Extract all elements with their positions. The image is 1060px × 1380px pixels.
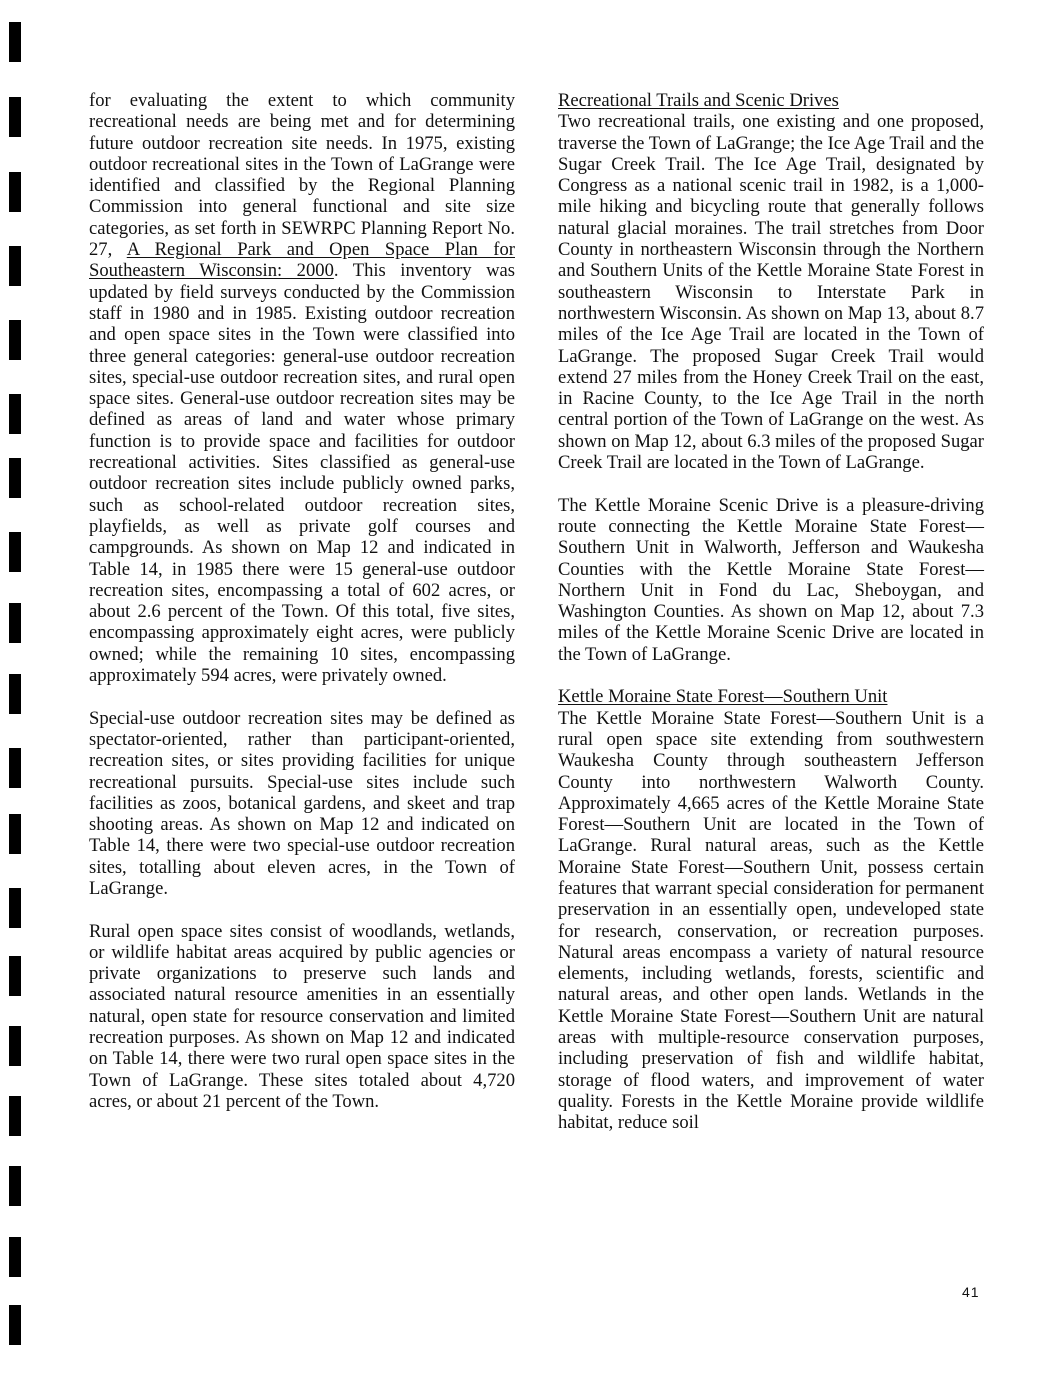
page-number: 41: [962, 1284, 980, 1300]
binding-hole: [9, 172, 21, 212]
paragraph-community-recreation: [89, 90, 515, 686]
binding-hole: [9, 814, 21, 854]
right-column: [558, 90, 984, 1155]
paragraph-text: . This inventory was updated by field surveys conducted by the Commission staff in 1980 and in 1985. Existing outdoor recreation and open space sites in the Town were classified into three general categories: general-use outdoor recreation sites, special-use outdoor recreation sites, and rural open space sites. General-use outdoor recreation sites may be defined as areas of land and water whose primary function is to provide space and facilities for outdoor recreational activities. Sites classified as general-use outdoor recreation sites include publicly owned parks, such as school-related outdoor recreation sites, playfields, as well as private golf courses and campgrounds. As shown on Map 12 and indicated in Table 14, in 1985 there were 15 general-use outdoor recreation sites, encompassing a total of 602 acres, or about 2.6 percent of the Town. Of this total, five sites, encompassing approximately eight acres, were publicly owned; while the remaining 10 sites, encompassing approximately 594 acres, were privately owned.: [89, 260, 515, 687]
binding-hole: [9, 603, 21, 643]
paragraph-rural-open-space: Rural open space sites consist of woodlands, wetlands, or wildlife habitat areas acquired by public agencies or private organizations to preserve such lands and associated natural resource amenities in an essentially natural, open state for resource conservation and limited recreation purposes. As shown on Map 12 and indicated on Table 14, there were two rural open space sites in the Town of LaGrange. These sites totaled about 4,720 acres, or about 21 percent of the Town.: [89, 920, 515, 1112]
left-column: [89, 90, 515, 1134]
section-heading-kettle-moraine: Kettle Moraine State Forest—Southern Unit: [558, 686, 888, 708]
binding-holes: [0, 0, 24, 1380]
section-heading-trails: Recreational Trails and Scenic Drives: [558, 90, 839, 111]
binding-hole: [9, 246, 21, 286]
paragraph-text: for evaluating the extent to which community recreational needs are being met and for determining future outdoor recreation site needs. In 1975, existing outdoor recreational sites in the Town of LaGrange were identified and classified by the Regional Planning Commission into general functional and site size categories, as set forth in SEWRPC Planning Report No. 27,: [89, 90, 515, 261]
paragraph-scenic-drive: The Kettle Moraine Scenic Drive is a pleasure-driving route connecting the Kettle Moraine State Forest—Southern Unit in Walworth, Jefferson and Waukesha Counties with the Kettle Moraine State Forest—Northern Unit in Fond du Lac, Sheboygan, and Washington Counties. As shown on Map 12, about 7.3 miles of the Kettle Moraine Scenic Drive are located in the Town of LaGrange.: [558, 494, 984, 665]
binding-hole: [9, 394, 21, 434]
binding-hole: [9, 320, 21, 360]
binding-hole: [9, 888, 21, 928]
binding-hole: [9, 458, 21, 498]
paragraph-special-use-sites: Special-use outdoor recreation sites may be defined as spectator-oriented, rather than participant-oriented, recreation sites, or sites providing facilities for unique recreational pursuits. Special-use sites include such facilities as zoos, botanical gardens, and skeet and trap shooting areas. As shown on Map 12 and indicated on Table 14, there were two special-use outdoor recreation sites, totalling about eleven acres, in the Town of LaGrange.: [89, 707, 515, 899]
report-title-reference: A Regional Park and Open Space Plan for Southeastern Wisconsin: 2000: [89, 239, 515, 282]
paragraph-recreational-trails: Two recreational trails, one existing and one proposed, traverse the Town of LaGrange; the Ice Age Trail and the Sugar Creek Trail. The Ice Age Trail, designated by Congress as a national scenic trail in 1982, is a 1,000-mile hiking and bicycling route that generally follows natural glacial moraines. The trail stretches from Door County in northeastern Wisconsin through the Northern and Southern Units of the Kettle Moraine State Forest in southeastern Wisconsin to Interstate Park in northwestern Wisconsin. As shown on Map 13, about 8.7 miles of the Ice Age Trail are located in the Town of LaGrange. The proposed Sugar Creek Trail would extend 27 miles from the Honey Creek Trail on the east, in Racine County, to the Ice Age Trail in the north central portion of the Town of LaGrange on the west. As shown on Map 12, about 6.3 miles of the proposed Sugar Creek Trail are located in the Town of LaGrange.: [558, 111, 984, 474]
binding-hole: [9, 1237, 21, 1277]
binding-hole: [9, 1305, 21, 1345]
binding-hole: [9, 532, 21, 572]
binding-hole: [9, 748, 21, 788]
binding-hole: [9, 1026, 21, 1066]
binding-hole: [9, 97, 21, 137]
paragraph-kettle-moraine-forest: The Kettle Moraine State Forest—Southern Unit is a rural open space site extending from southwestern Waukesha County through southeastern Jefferson County into northwestern Walworth County. Approximately 4,665 acres of the Kettle Moraine State Forest—Southern Unit are located in the Town of LaGrange. Rural natural areas, such as the Kettle Moraine State Forest—Southern Unit, possess certain features that warrant special consideration for permanent preservation in an essentially open, undeveloped state for research, conservation, or recreation purposes. Natural areas encompass a variety of natural resource elements, including wetlands, forests, scientific and natural areas, and other open lands. Wetlands in the Kettle Moraine State Forest—Southern Unit are natural areas with multiple-resource conservation purposes, including preservation of fish and wildlife habitat, storage of flood waters, and improvement of water quality. Forests in the Kettle Moraine provide wildlife habitat, reduce soil: [558, 707, 984, 1134]
binding-hole: [9, 1166, 21, 1206]
binding-hole: [9, 956, 21, 996]
binding-hole: [9, 1096, 21, 1136]
binding-hole: [9, 674, 21, 714]
binding-hole: [9, 22, 21, 62]
